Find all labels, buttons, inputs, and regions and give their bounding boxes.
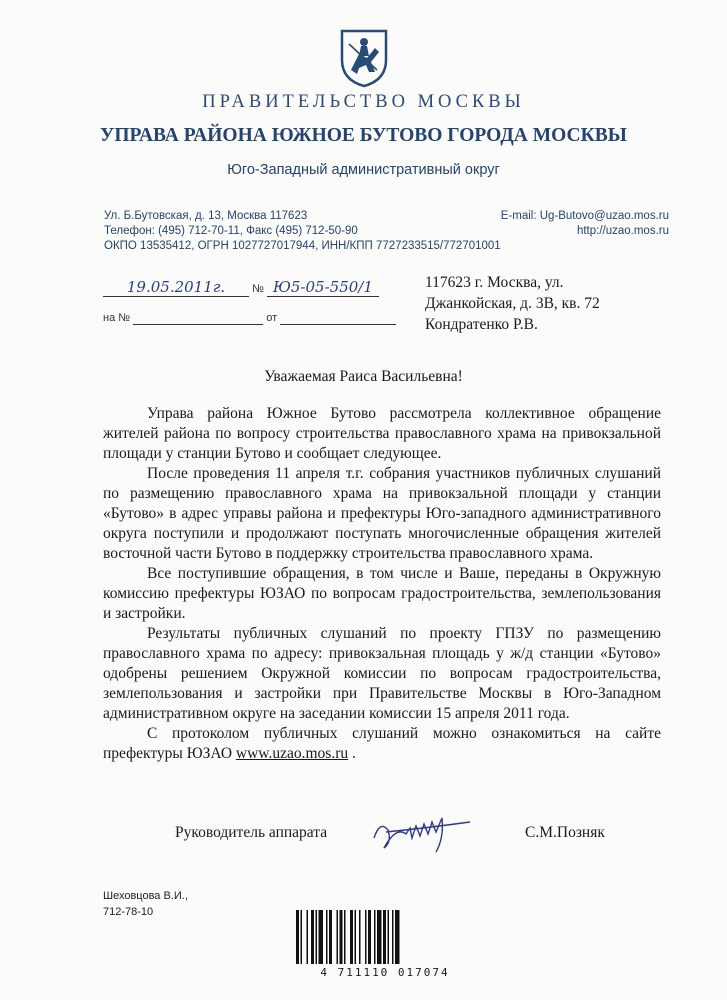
paragraph: Все поступившие обращения, в том числе и Ваше, переданы в Окружную комиссию префектуры ЮЗАО по вопросам градостроительства, землепользования и застройки.: [103, 565, 661, 622]
reply-from-label: от: [266, 312, 278, 324]
handwritten-signature: [366, 808, 476, 858]
prefecture-site-link[interactable]: www.uzao.mos.ru: [235, 745, 349, 762]
paragraph: [103, 724, 661, 764]
letter-body: [103, 404, 661, 764]
contact-email: E-mail: Ug-Butovo@uzao.mos.ru: [500, 210, 669, 222]
reference-number-prefix: №: [252, 283, 264, 295]
paragraph: Результаты публичных слушаний по проекту ГПЗУ по размещению православного храма по адресу: привокзальная площадь у ж/д станции «Бутово» одобрены решением Окружной комиссии по вопросам градостроительства, землепользования и застройки при Правительстве Москвы в Юго-Западном административном округе на заседании комиссии 15 апреля 2011 года.: [103, 625, 661, 722]
government-title: ПРАВИТЕЛЬСТВО МОСКВЫ: [202, 92, 525, 112]
contact-site: http://uzao.mos.ru: [576, 225, 669, 237]
addressee-line: 117623 г. Москва, ул.: [425, 274, 564, 291]
paragraph: После проведения 11 апреля т.г. собрания участников публичных слушаний по размещению православного храма на привокзальной площади у станции «Бутово» в адрес управы района и префектуры Юго-западного административного округа поступили и продолжают поступать многочисленные обращения жителей восточной части Бутово в поддержку строительства православного храма.: [103, 465, 661, 562]
reference-number: Ю5-05-550/1: [267, 278, 379, 297]
uprava-title: УПРАВА РАЙОНА ЮЖНОЕ БУТОВО ГОРОДА МОСКВЫ: [100, 125, 627, 146]
okrug-subtitle: Юго-Западный административный округ: [227, 162, 500, 178]
addressee-line: Кондратенко Р.В.: [425, 316, 538, 333]
addressee-line: Джанкойская, д. 3В, кв. 72: [425, 295, 600, 312]
reply-to-line: [133, 312, 263, 325]
executor-phone: 712-78-10: [103, 906, 154, 918]
paragraph-text: С протоколом публичных слушаний можно ознакомиться на сайте префектуры ЮЗАО: [103, 725, 661, 762]
reference-date: 19.05.2011г.: [103, 278, 249, 297]
paragraph-end: .: [348, 745, 356, 762]
contacts-right: [501, 209, 669, 239]
paragraph: Управа района Южное Бутово рассмотрела коллективное обращение жителей района по вопросу строительства православного храма на привокзальной площади у станции Бутово и сообщает следующее.: [103, 405, 661, 462]
reply-from-line: [280, 312, 396, 325]
moscow-coat-of-arms-icon: [339, 28, 389, 88]
contact-address: Ул. Б.Бутовская, д. 13, Москва 117623: [104, 210, 308, 222]
contacts-left: [104, 209, 501, 254]
addressee: [425, 272, 600, 335]
barcode-number: 4 711110 017074: [320, 966, 450, 979]
reference-block: [103, 278, 396, 325]
contact-phone: Телефон: (495) 712-70-11, Факс (495) 712-50-90: [104, 225, 358, 237]
reply-to-label: на №: [103, 312, 131, 324]
executor-info: [103, 888, 188, 920]
salutation: Уважаемая Раиса Васильевна!: [264, 368, 463, 385]
executor-name: Шеховцова В.И.,: [103, 890, 188, 902]
contact-codes: ОКПО 13535412, ОГРН 1027727017944, ИНН/КПП 7727233515/772701001: [104, 240, 501, 252]
signatory-name: С.М.Позняк: [525, 824, 605, 841]
signature-role: Руководитель аппарата: [175, 824, 328, 841]
barcode-icon: [290, 908, 480, 970]
